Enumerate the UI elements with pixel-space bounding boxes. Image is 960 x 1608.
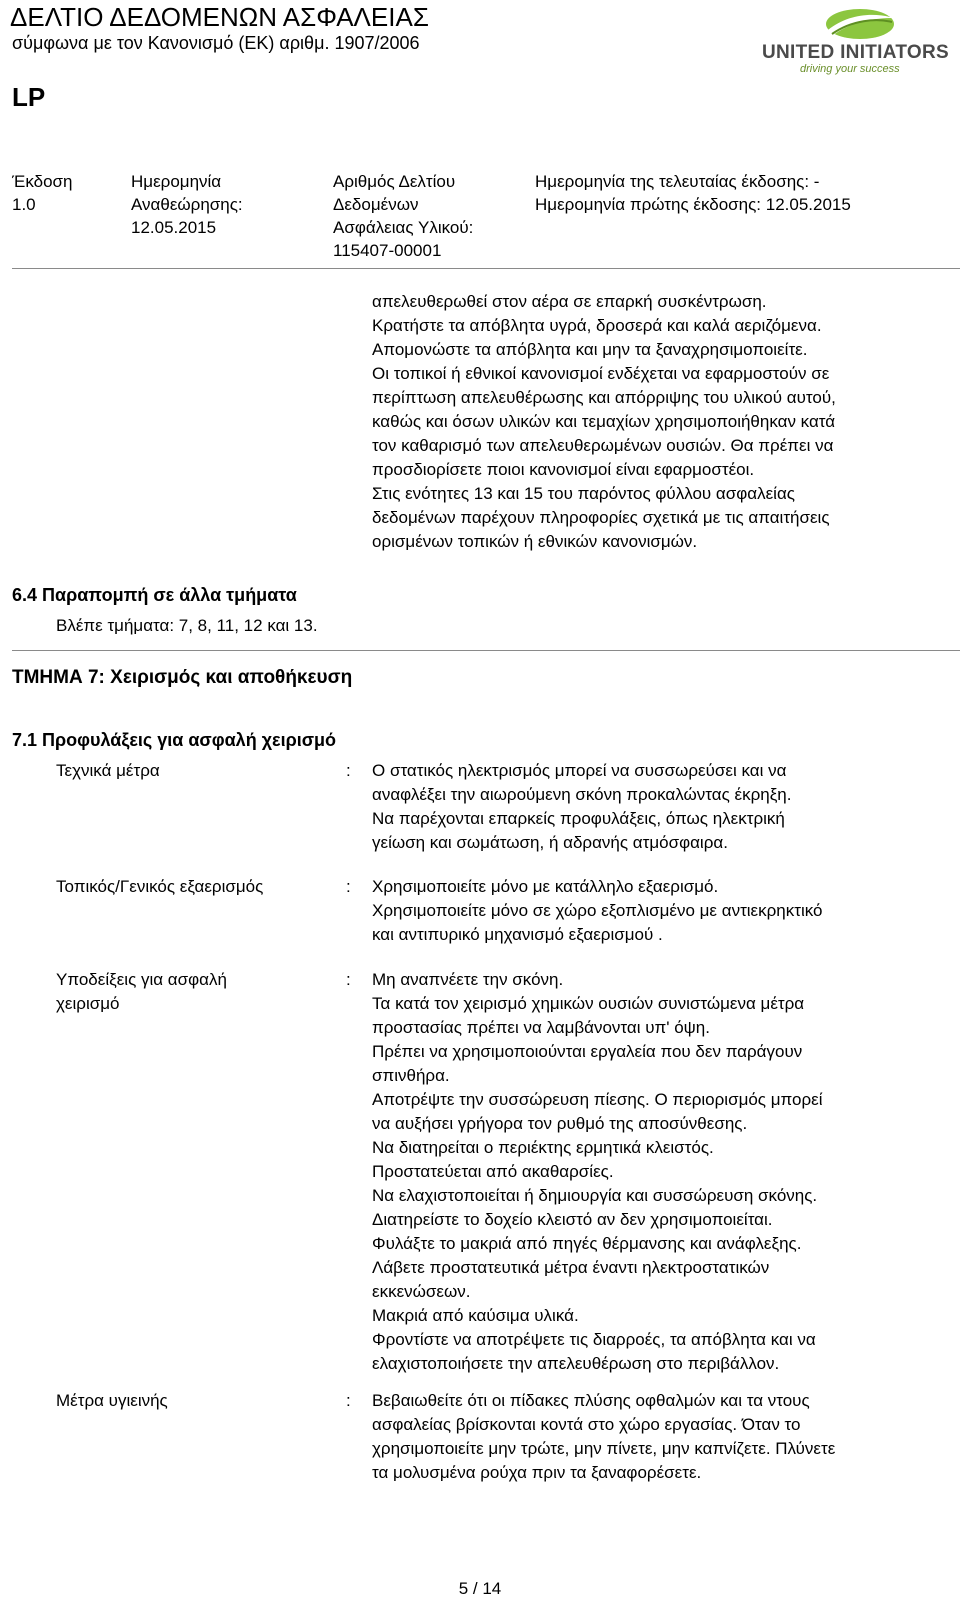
meta-revision-label-1: Ημερομηνία bbox=[131, 172, 222, 191]
value-line: Φυλάξτε το μακριά από πηγές θέρμανσης και ανάφλεξης. bbox=[372, 1234, 802, 1253]
value-line: Χρησιμοποιείτε μόνο σε χώρο εξοπλισμένο με αντιεκρηκτικό bbox=[372, 901, 823, 920]
logo-text: UNITED INITIATORS bbox=[762, 42, 950, 63]
paragraph-line: απελευθερωθεί στον αέρα σε επαρκή συσκέντρωση. bbox=[372, 292, 767, 311]
row-label-line: Υποδείξεις για ασφαλή bbox=[56, 970, 227, 989]
meta-version bbox=[12, 170, 73, 216]
meta-sds-number bbox=[333, 170, 473, 262]
row-label-line: χειρισμό bbox=[56, 994, 120, 1013]
meta-version-value: 1.0 bbox=[12, 195, 36, 214]
product-name: LP bbox=[12, 82, 46, 112]
value-line: Πρέπει να χρησιμοποιούνται εργαλεία που δεν παράγουν bbox=[372, 1042, 803, 1061]
value-line: και αντιπυρικό μηχανισμό εξαερισμού . bbox=[372, 925, 663, 944]
row-label-hygiene bbox=[56, 1389, 168, 1413]
page-number: 5 / 14 bbox=[458, 1579, 502, 1598]
value-line: Μη αναπνέετε την σκόνη. bbox=[372, 970, 564, 989]
value-line: τα μολυσμένα ρούχα πριν τα ξαναφορέσετε. bbox=[372, 1463, 702, 1482]
paragraph-line: προσδιορίσετε ποιοι κανονισμοί είναι εφαρμοστέοι. bbox=[372, 460, 755, 479]
meta-sds-label-2: Δεδομένων bbox=[333, 195, 419, 214]
value-line: Ο στατικός ηλεκτρισμός μπορεί να συσσωρεύσει και να bbox=[372, 761, 787, 780]
header-divider bbox=[12, 268, 960, 269]
regulation-subtitle: σύμφωνα με τον Κανονισμό (ΕΚ) αριθμ. 1907/2006 bbox=[12, 33, 420, 53]
logo-tagline: driving your success bbox=[800, 63, 900, 75]
value-line: Προστατεύεται από ακαθαρσίες. bbox=[372, 1162, 614, 1181]
row-label-safe-handling bbox=[56, 968, 227, 1016]
value-line: αναφλέξει την αιωρούμενη σκόνη προκαλώντας έκρηξη. bbox=[372, 785, 792, 804]
meta-sds-label-1: Αριθμός Δελτίου bbox=[333, 172, 456, 191]
paragraph-line: Στις ενότητες 13 και 15 του παρόντος φύλλου ασφαλείας bbox=[372, 484, 795, 503]
logo-swoosh-icon bbox=[818, 6, 898, 42]
row-value-hygiene bbox=[372, 1389, 835, 1485]
row-value-technical-measures bbox=[372, 759, 792, 855]
section-6-4-text: Βλέπε τμήματα: 7, 8, 11, 12 και 13. bbox=[56, 616, 318, 635]
row-colon: : bbox=[346, 1391, 351, 1410]
meta-sds-value: 115407-00001 bbox=[333, 241, 442, 260]
paragraph-line: Οι τοπικοί ή εθνικοί κανονισμοί ενδέχεται να εφαρμοστούν σε bbox=[372, 364, 830, 383]
document-title: ΔΕΛΤΙΟ ΔΕΔΟΜΕΝΩΝ ΑΣΦΑΛΕΙΑΣ bbox=[10, 2, 429, 32]
paragraph-line: ορισμένων τοπικών ή εθνικών κανονισμών. bbox=[372, 532, 698, 551]
value-line: Διατηρείστε το δοχείο κλειστό αν δεν χρησιμοποιείται. bbox=[372, 1210, 773, 1229]
section-7-heading: ΤΜΗΜΑ 7: Χειρισμός και αποθήκευση bbox=[12, 667, 353, 688]
value-line: Να παρέχονται επαρκείς προφυλάξεις, όπως ηλεκτρική bbox=[372, 809, 785, 828]
paragraph-line: Απομονώστε τα απόβλητα και μην τα ξαναχρησιμοποιείτε. bbox=[372, 340, 808, 359]
continued-paragraph bbox=[372, 290, 952, 554]
value-line: Μακριά από καύσιμα υλικά. bbox=[372, 1306, 579, 1325]
value-line: Τα κατά τον χειρισμό χημικών ουσιών συνιστώμενα μέτρα bbox=[372, 994, 805, 1013]
section-7-1-heading: 7.1 Προφυλάξεις για ασφαλή χειρισμό bbox=[12, 730, 337, 750]
row-label-line: Τεχνικά μέτρα bbox=[56, 761, 160, 780]
meta-revision-date bbox=[131, 170, 243, 239]
value-line: εκκενώσεων. bbox=[372, 1282, 471, 1301]
row-label-ventilation bbox=[56, 875, 263, 899]
paragraph-line: καθώς και όσων υλικών και τεμαχίων χρησιμοποιήθηκαν κατά bbox=[372, 412, 836, 431]
meta-first-issue: Ημερομηνία πρώτης έκδοσης: 12.05.2015 bbox=[535, 195, 851, 214]
company-logo bbox=[762, 6, 952, 76]
value-line: Να ελαχιστοποιείται ή δημιουργία και συσσώρευση σκόνης. bbox=[372, 1186, 818, 1205]
row-label-technical-measures bbox=[56, 759, 160, 783]
value-line: Να διατηρείται ο περιέκτης ερμητικά κλειστός. bbox=[372, 1138, 714, 1157]
section-divider bbox=[12, 650, 960, 651]
meta-issue-dates bbox=[535, 170, 851, 216]
value-line: Χρησιμοποιείτε μόνο με κατάλληλο εξαερισμό. bbox=[372, 877, 719, 896]
meta-revision-value: 12.05.2015 bbox=[131, 218, 217, 237]
value-line: σπινθήρα. bbox=[372, 1066, 450, 1085]
row-label-line: Μέτρα υγιεινής bbox=[56, 1391, 168, 1410]
value-line: Βεβαιωθείτε ότι οι πίδακες πλύσης οφθαλμών και τα ντους bbox=[372, 1391, 810, 1410]
section-6-4-heading: 6.4 Παραπομπή σε άλλα τμήματα bbox=[12, 585, 297, 605]
value-line: ασφαλείας βρίσκονται κοντά στο χώρο εργασίας. Όταν το bbox=[372, 1415, 801, 1434]
meta-sds-label-3: Ασφάλειας Υλικού: bbox=[333, 218, 474, 237]
paragraph-line: τον καθαρισμό των απελευθερωμένων ουσιών. Θα πρέπει να bbox=[372, 436, 834, 455]
value-line: Αποτρέψτε την συσσώρευση πίεσης. Ο περιορισμός μπορεί bbox=[372, 1090, 823, 1109]
value-line: γείωση και σωμάτωση, ή αδρανής ατμόσφαιρα. bbox=[372, 833, 728, 852]
row-colon: : bbox=[346, 970, 351, 989]
value-line: χρησιμοποιείτε μην τρώτε, μην πίνετε, μην καπνίζετε. Πλύνετε bbox=[372, 1439, 836, 1458]
value-line: ελαχιστοποιήσετε την απελευθέρωση στο περιβάλλον. bbox=[372, 1354, 780, 1373]
value-line: Φροντίστε να αποτρέψετε τις διαρροές, τα απόβλητα και να bbox=[372, 1330, 816, 1349]
row-colon: : bbox=[346, 761, 351, 780]
value-line: να αυξήσει γρήγορα τον ρυθμό της αποσύνθεσης. bbox=[372, 1114, 748, 1133]
row-colon: : bbox=[346, 877, 351, 896]
row-value-ventilation bbox=[372, 875, 823, 947]
row-value-safe-handling bbox=[372, 968, 823, 1376]
meta-version-label: Έκδοση bbox=[12, 172, 73, 191]
meta-revision-label-2: Αναθεώρησης: bbox=[131, 195, 243, 214]
paragraph-line: περίπτωση απελευθέρωσης και απόρριψης του υλικού αυτού, bbox=[372, 388, 836, 407]
paragraph-line: Κρατήστε τα απόβλητα υγρά, δροσερά και καλά αεριζόμενα. bbox=[372, 316, 822, 335]
meta-last-issue: Ημερομηνία της τελευταίας έκδοσης: - bbox=[535, 172, 820, 191]
value-line: Λάβετε προστατευτικά μέτρα έναντι ηλεκτροστατικών bbox=[372, 1258, 770, 1277]
paragraph-line: δεδομένων παρέχουν πληροφορίες σχετικά με τις απαιτήσεις bbox=[372, 508, 830, 527]
row-label-line: Τοπικός/Γενικός εξαερισμός bbox=[56, 877, 264, 896]
value-line: προστασίας πρέπει να λαμβάνονται υπ' όψη. bbox=[372, 1018, 710, 1037]
